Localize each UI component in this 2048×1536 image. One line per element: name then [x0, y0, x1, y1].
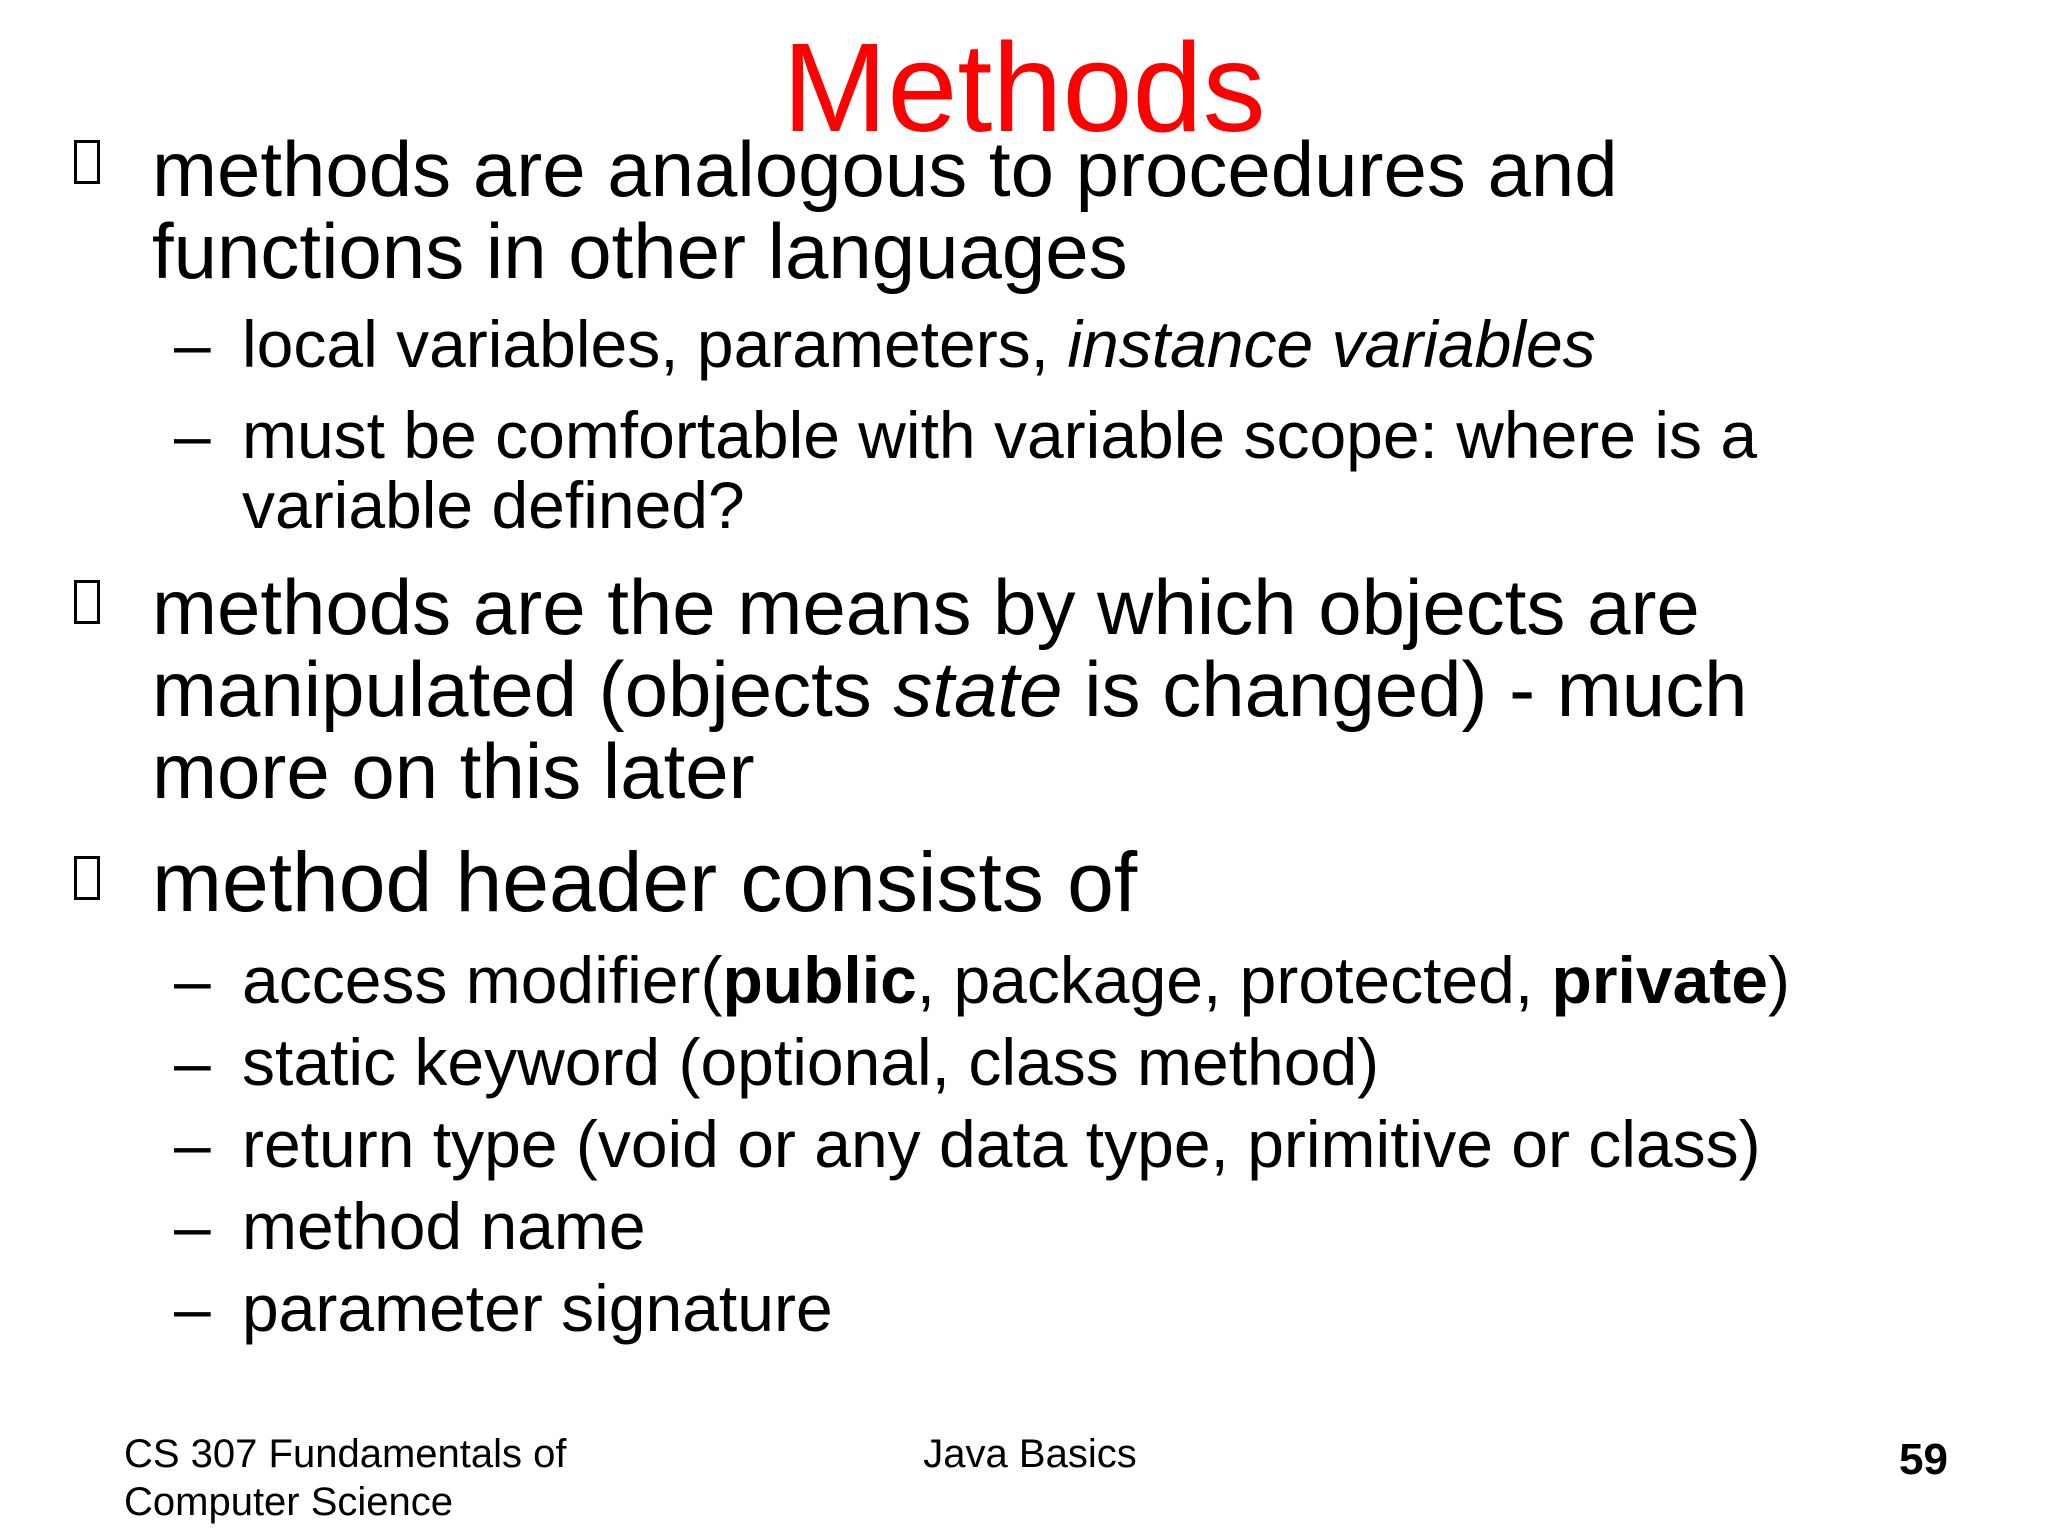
- sub-3-2-text: static keyword (optional, class method): [242, 1025, 1380, 1099]
- sub-1-1-plain: local variables, parameters,: [242, 307, 1068, 381]
- bullet-2-line-2-pre: manipulated (objects: [152, 645, 894, 733]
- sub-3-1-text: [242, 944, 2022, 1016]
- bullet-2-line-2: [152, 645, 2012, 733]
- sub-3-1-part-3: , package, protected,: [916, 943, 1552, 1017]
- missing-glyph-square-icon: [74, 580, 100, 624]
- footer-course-line-2: Computer Science: [124, 1480, 454, 1524]
- sub-marker: –: [174, 943, 211, 1017]
- bullet-2-line-3: more on this later: [152, 727, 755, 815]
- sub-marker: –: [174, 398, 211, 472]
- sub-3-4-text: method name: [242, 1189, 646, 1263]
- bullet-2-line-2-emphasis: state: [893, 645, 1063, 733]
- sub-3-1-part-1: access modifier(: [242, 943, 723, 1017]
- sub-marker: –: [174, 1107, 211, 1181]
- slide-title: Methods: [782, 17, 1266, 158]
- bullet-2-line-2-post: is changed) - much: [1062, 645, 1748, 733]
- sub-marker: –: [174, 1025, 211, 1099]
- sub-3-1-keyword-public: public: [722, 943, 917, 1017]
- sub-marker: –: [174, 307, 211, 381]
- bullet-3-line-1: method header consists of: [152, 835, 1138, 929]
- footer-course-line-1: CS 307 Fundamentals of: [124, 1432, 567, 1476]
- bullet-2-line-1: methods are the means by which objects are: [152, 563, 1700, 651]
- missing-glyph-square-icon: [74, 140, 100, 184]
- bullet-1-line-1: methods are analogous to procedures and: [152, 125, 1618, 213]
- page-number: 59: [1899, 1435, 1948, 1484]
- bullet-1-text: [152, 125, 2012, 295]
- sub-marker: –: [174, 1189, 211, 1263]
- footer-topic: Java Basics: [923, 1432, 1137, 1476]
- sub-1-2-line-2: variable defined?: [242, 468, 745, 542]
- sub-1-1-emphasis: instance variables: [1067, 307, 1596, 381]
- sub-1-2-line-1: must be comfortable with variable scope: where is a: [242, 398, 1758, 472]
- bullet-1-line-2: functions in other languages: [152, 207, 1128, 295]
- bullet-2-text: [152, 563, 2012, 815]
- sub-1-1-text: [242, 308, 2022, 380]
- missing-glyph-square-icon: [74, 856, 100, 900]
- bullet-3-text: [152, 836, 2012, 928]
- sub-3-1-keyword-private: private: [1551, 943, 1768, 1017]
- sub-3-3-text: return type (void or any data type, primitive or class): [242, 1107, 1761, 1181]
- sub-1-2-text: [242, 400, 2022, 540]
- sub-3-1-part-5: ): [1767, 943, 1790, 1017]
- sub-marker: –: [174, 1271, 211, 1345]
- sub-3-5-text: parameter signature: [242, 1271, 833, 1345]
